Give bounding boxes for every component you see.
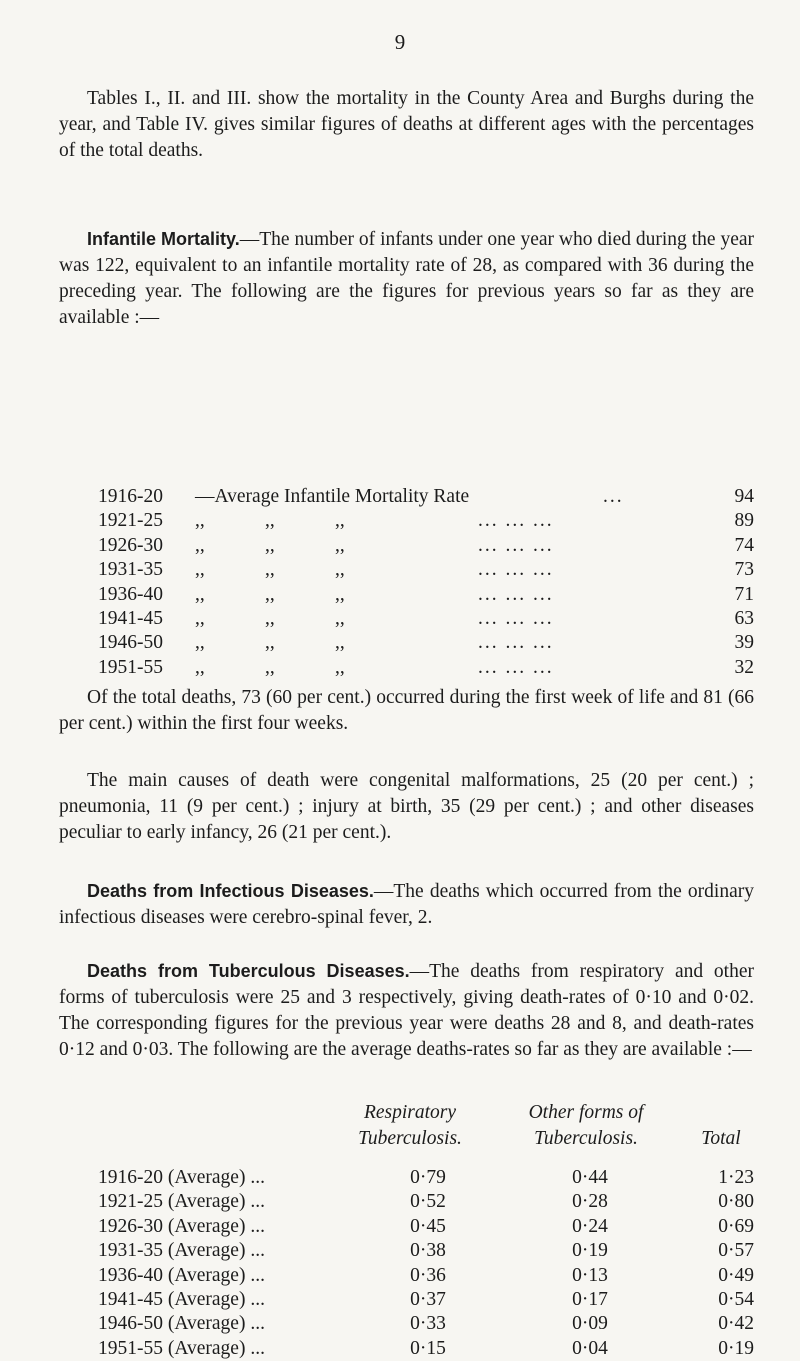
rate-period: 1951-55 [98,656,163,678]
infantile-text: —The number of infants under one year who died during the year was 122, equivalent to an infantile mortality rate of 28, as compared with 36 during the preceding year. The following are the figures for previous years so far as they are available :— [59,229,754,328]
ditto-marks: ,, ,, ,, [195,559,345,581]
header-total: Total [701,1128,741,1149]
rate-value: 32 [734,656,754,678]
table-row [98,1239,754,1263]
header-other-forms: Other forms of Tuberculosis. [528,1102,644,1149]
total-cell: 1·23 [718,1167,754,1188]
period-cell: 1946-50 (Average) ... [98,1313,265,1335]
ditto-marks: ,, ,, ,, [195,656,345,678]
total-cell: 0·42 [718,1313,754,1335]
tuberculous-paragraph [59,958,754,1063]
infectious-paragraph [59,878,754,931]
ditto-marks: ,, ,, ,, [195,607,345,629]
total-cell: 0·69 [718,1215,754,1237]
rate-value: 94 [734,486,754,507]
period-cell: 1936-40 (Average) ... [98,1264,265,1286]
other-cell: 0·44 [572,1167,608,1188]
tuberculous-text: —The deaths from respiratory and other forms of tuberculosis were 25 and 3 respectively, giving death-rates of 0·10 and 0·02. The corresponding figures for the previous year were deaths 28 and 8, and death-rates 0·12 and 0·03. The following are the average deaths-rates so far as they are available :— [59,961,754,1060]
rate-value: 74 [734,534,754,556]
ditto-marks: ,, ,, ,, [195,534,345,556]
first-week-paragraph: Of the total deaths, 73 (60 per cent.) occurred during the first week of life and 81 (66 per cent.) within the first four weeks. [59,687,754,734]
respiratory-cell: 0·52 [410,1191,446,1213]
tuberculosis-rate-table [98,1166,754,1361]
respiratory-cell: 0·79 [410,1167,446,1188]
infantile-rate-table [98,485,754,680]
rate-value: 73 [734,559,754,581]
rate-period: 1926-30 [98,534,163,556]
table-row [98,1312,754,1336]
infantile-paragraph [59,226,754,331]
tuberculous-heading: Deaths from Tuberculous Diseases. [87,961,410,981]
rate-value: 39 [734,632,754,654]
respiratory-cell: 0·36 [410,1264,446,1286]
rate-row [98,656,754,680]
leader-dots: ... ... ... [478,534,554,556]
rate-row [98,607,754,631]
table-row [98,1288,754,1312]
period-cell: 1941-45 (Average) ... [98,1288,265,1310]
main-causes-paragraph: The main causes of death were congenital malformations, 25 (20 per cent.) ; pneumonia, 11 (9 per cent.) ; injury at birth, 35 (29 per cent.) ; and other diseases peculiar to early infancy, 26 (21 per cent.). [59,770,754,843]
respiratory-cell: 0·33 [410,1313,446,1335]
rate-period: 1941-45 [98,607,163,629]
table-row [98,1166,754,1190]
ditto-marks: ,, ,, ,, [195,632,345,654]
page-number: 9 [394,30,406,54]
other-cell: 0·13 [572,1264,608,1286]
other-cell: 0·04 [572,1337,608,1359]
intro-paragraph: Tables I., II. and III. show the mortality in the County Area and Burghs during the year, and Table IV. gives similar figures of deaths at different ages with the percentages of the total deaths. [59,88,754,161]
period-cell: 1921-25 (Average) ... [98,1191,265,1213]
period-cell: 1916-20 (Average) ... [98,1167,265,1188]
infectious-heading: Deaths from Infectious Diseases. [87,881,374,901]
rate-row [98,485,754,509]
table-row [98,1337,754,1361]
leader-dots: ... ... ... [478,583,554,605]
rate-period: 1921-25 [98,510,163,532]
other-cell: 0·24 [572,1215,608,1237]
rate-value: 63 [734,607,754,629]
period-cell: 1926-30 (Average) ... [98,1215,265,1237]
table-row [98,1264,754,1288]
rate-period: 1916-20 [98,486,163,507]
leader-dots: ... ... ... [478,656,554,678]
rate-period: 1931-35 [98,559,163,581]
rate-description: —Average Infantile Mortality Rate [195,486,470,507]
infantile-heading: Infantile Mortality. [87,229,240,249]
respiratory-cell: 0·37 [410,1288,446,1310]
rate-period: 1936-40 [98,583,163,605]
leader-dots: ... ... ... [478,607,554,629]
rate-row [98,534,754,558]
leader-dots: ... [603,486,624,507]
other-cell: 0·17 [572,1288,608,1310]
period-cell: 1931-35 (Average) ... [98,1240,265,1262]
total-cell: 0·54 [718,1288,754,1310]
header-respiratory: Respiratory Tuberculosis. [358,1102,462,1149]
rate-value: 71 [734,583,754,605]
table-row [98,1190,754,1214]
rate-period: 1946-50 [98,632,163,654]
leader-dots: ... ... ... [478,559,554,581]
ditto-marks: ,, ,, ,, [195,510,345,532]
other-cell: 0·28 [572,1191,608,1213]
infectious-text: —The deaths which occurred from the ordinary infectious diseases were cerebro-spinal fever, 2. [59,881,754,928]
total-cell: 0·49 [718,1264,754,1286]
total-cell: 0·19 [718,1337,754,1359]
total-cell: 0·80 [718,1191,754,1213]
respiratory-cell: 0·45 [410,1215,446,1237]
ditto-marks: ,, ,, ,, [195,583,345,605]
other-cell: 0·19 [572,1240,608,1262]
rate-row [98,558,754,582]
leader-dots: ... ... ... [478,510,554,532]
respiratory-cell: 0·38 [410,1240,446,1262]
rate-row [98,509,754,533]
period-cell: 1951-55 (Average) ... [98,1337,265,1359]
rate-row [98,583,754,607]
total-cell: 0·57 [718,1240,754,1262]
leader-dots: ... ... ... [478,632,554,654]
table-row [98,1215,754,1239]
rate-value: 89 [734,510,754,532]
other-cell: 0·09 [572,1313,608,1335]
rate-row [98,631,754,655]
respiratory-cell: 0·15 [410,1337,446,1359]
